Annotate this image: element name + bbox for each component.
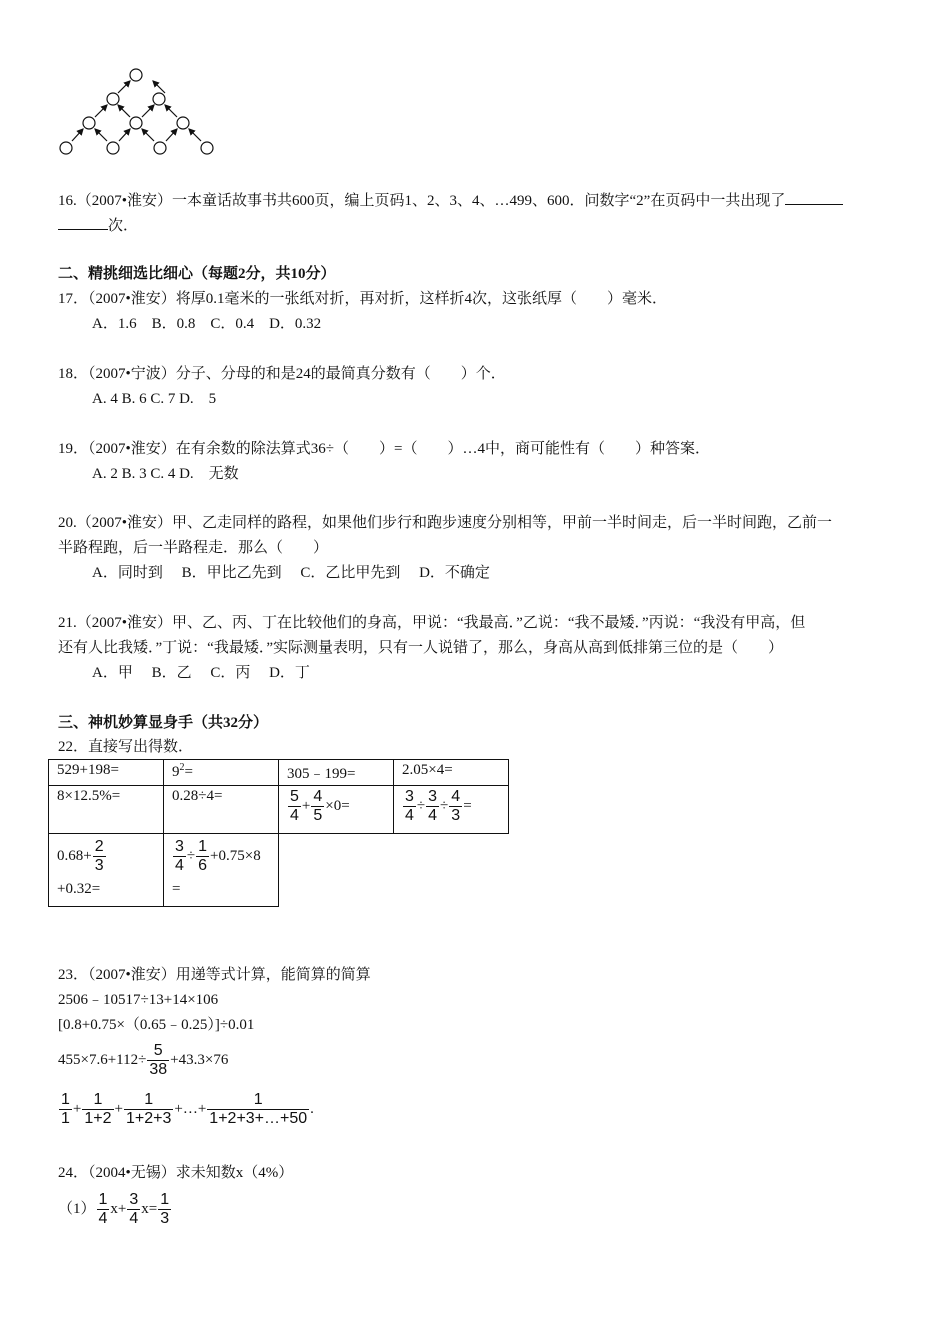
q18-text: 18．（2007•宁波）分子、分母的和是24的最简真分数有（ ）个． [58, 366, 506, 382]
fraction: $\frac{5}{38}$ [149, 1042, 168, 1079]
node-triangle-diagram [52, 64, 222, 160]
fraction: $\frac{3}{4}$ [129, 1191, 139, 1228]
q20-line2: 半路程跑，后一半路程走．那么（ ） [58, 540, 329, 556]
fraction: $\frac{1}{1+2+3+\dots+50}$ [209, 1091, 308, 1128]
q24-part1: （1） $\frac{1}{4}$ x+ $\frac{3}{4}$ x= $\frac{1}{3}$ [58, 1191, 170, 1228]
q17-options: A．1.6 B．0.8 C．0.4 D．0.32 [92, 316, 322, 332]
fraction: $\frac{1}{1+2}$ [84, 1091, 112, 1128]
q16-answer-blank-cont[interactable] [58, 215, 108, 230]
q19-options: A. 2 B. 3 C. 4 D. 无数 [92, 466, 239, 482]
q16-line1 [58, 190, 843, 211]
q21-line2: 还有人比我矮．”丁说：“我最矮．”实际测量表明，只有一人说错了，那么，身高从高到低排第三位的是（ ） [58, 640, 783, 656]
fraction: $\frac{4}{3}$ [451, 788, 461, 824]
table-row [49, 760, 509, 786]
table-cell: 0.28÷4= [164, 786, 279, 834]
fraction: $\frac{1}{3}$ [160, 1191, 170, 1228]
fraction: $\frac{5}{4}$ [290, 788, 299, 824]
q16-text: 16.（2007•淮安）一本童话故事书共600页，编上页码1、2、3、4、…499、600．问数字“2”在页码中一共出现了 [58, 193, 786, 209]
section2-heading: 二、精挑细选比细心（每题2分，共10分） [58, 266, 336, 282]
fraction: $\frac{4}{5}$ [313, 788, 323, 824]
fraction: $\frac{3}{4}$ [428, 788, 438, 824]
table-cell: $\frac{3}{4}$ ÷ $\frac{1}{6}$ +0.75×8 = [164, 834, 279, 907]
q23-expr3: 455×7.6+112÷ $\frac{5}{38}$ +43.3×76 [58, 1042, 229, 1079]
q23-expr4: $\frac{1}{1}$ + $\frac{1}{1+2}$ + $\frac{1}{1+2+3}$ +…+ $\frac{1}{1+2+3+\dots+50}$ . [61, 1091, 314, 1128]
table-cell: 305﹣199= [279, 760, 394, 786]
table-cell: $\frac{3}{4}$ ÷ $\frac{3}{4}$ ÷ $\frac{4}{3}$ = [394, 786, 509, 834]
q20-options: A．同时到 B．甲比乙先到 C．乙比甲先到 D．不确定 [92, 565, 490, 581]
fraction: $\frac{1}{1}$ [61, 1091, 70, 1128]
q16-answer-blank[interactable] [785, 190, 843, 205]
table-cell: $9^2=$ [164, 760, 279, 786]
table-cell: 8×12.5%= [49, 786, 164, 834]
q16-line2 [58, 215, 138, 236]
section3-heading: 三、神机妙算显身手（共32分） [58, 715, 269, 731]
q23-text: 23．（2007•淮安）用递等式计算，能简算的简算 [58, 967, 371, 983]
q21-options: A．甲 B．乙 C．丙 D．丁 [92, 665, 310, 681]
fraction: $\frac{2}{3}$ [94, 838, 104, 874]
q22-calc-table [48, 759, 509, 907]
table-cell: $\frac{5}{4}$ + $\frac{4}{5}$ ×0= [279, 786, 394, 834]
table-cell: 0.68+ $\frac{2}{3}$ +0.32= [49, 834, 164, 907]
q17-text: 17．（2007•淮安）将厚0.1毫米的一张纸对折，再对折，这样折4次，这张纸厚（ ）毫米． [58, 291, 668, 307]
q20-line1: 20.（2007•淮安）甲、乙走同样的路程，如果他们步行和跑步速度分别相等，甲前一半时间走，后一半时间跑，乙前一 [58, 515, 833, 531]
fraction: $\frac{3}{4}$ [175, 838, 184, 874]
table-row [49, 786, 509, 834]
table-cell: 2.05×4= [394, 760, 509, 786]
q22-text: 22．直接写出得数． [58, 739, 194, 755]
q19-text: 19．（2007•淮安）在有余数的除法算式36÷（ ）=（ ）…4中，商可能性有（ ）种答案． [58, 441, 710, 457]
fraction: $\frac{1}{6}$ [198, 838, 208, 874]
q21-line1: 21.（2007•淮安）甲、乙、丙、丁在比较他们的身高，甲说：“我最高．”乙说：“我不最矮．”丙说：“我没有甲高，但 [58, 615, 806, 631]
q23-expr1: 2506﹣10517÷13+14×106 [58, 992, 219, 1008]
q23-expr2: [0.8+0.75×（0.65﹣0.25）]÷0.01 [58, 1017, 255, 1033]
table-cell: 529+198= [49, 760, 164, 786]
fraction: $\frac{1}{1+2+3}$ [125, 1091, 172, 1128]
q24-text: 24．（2004•无锡）求未知数x（4%） [58, 1165, 294, 1181]
table-row [49, 834, 509, 907]
q18-options: A. 4 B. 6 C. 7 D. 5 [92, 391, 217, 407]
fraction: $\frac{3}{4}$ [405, 788, 414, 824]
fraction: $\frac{1}{4}$ [98, 1191, 108, 1228]
q16-suffix: 次． [108, 218, 139, 234]
